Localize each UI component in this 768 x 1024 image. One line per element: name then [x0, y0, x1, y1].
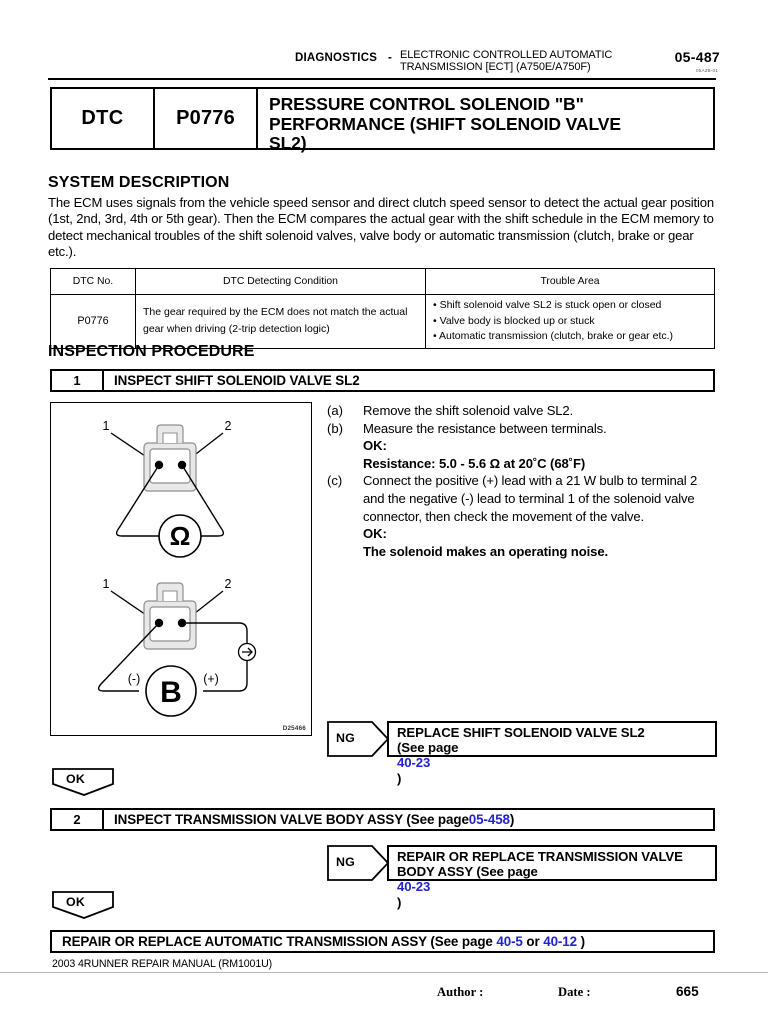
- ng-box-2-line1: REPAIR OR REPLACE TRANSMISSION VALVE: [397, 849, 683, 864]
- header-section-label: DIAGNOSTICS: [295, 52, 378, 64]
- dtc-title-cell: [258, 89, 713, 153]
- dtc-code-cell: [155, 89, 258, 148]
- inspection-procedure-heading: INSPECTION PROCEDURE: [48, 343, 255, 360]
- svg-text:2: 2: [224, 577, 232, 591]
- final-action-text: REPAIR OR REPLACE AUTOMATIC TRANSMISSION ASSY (See page 40-5 or 40-12 ): [62, 934, 585, 949]
- cell-trouble-area: [426, 295, 715, 349]
- page-header: [48, 48, 720, 78]
- procedure-steps: [327, 402, 719, 560]
- step-c-ok-label: OK:: [363, 526, 387, 542]
- ng-box-2: [387, 845, 717, 910]
- dtc-title-table: [50, 87, 715, 153]
- col-header-trouble-area: Trouble Area: [426, 269, 715, 295]
- header-subtitle-line1: ELECTRONIC CONTROLLED AUTOMATIC: [400, 49, 613, 61]
- svg-text:1: 1: [102, 577, 110, 591]
- dtc-detection-table: [50, 268, 715, 349]
- page-link[interactable]: 40-23: [397, 755, 431, 771]
- step-a-text: Remove the shift solenoid valve SL2.: [363, 403, 574, 418]
- header-subtitle-line2: TRANSMISSION [ECT] (A750E/A750F): [400, 60, 591, 73]
- col-header-condition: DTC Detecting Condition: [136, 269, 426, 295]
- trouble-area-item: • Shift solenoid valve SL2 is stuck open or closed: [433, 299, 662, 311]
- dtc-code: P0776: [176, 107, 235, 129]
- header-separator: -: [388, 52, 392, 64]
- figure-id: D25466: [282, 725, 306, 732]
- cell-dtc-no: P0776: [51, 295, 136, 349]
- ok-tag-1: [52, 768, 114, 796]
- page-link[interactable]: 40-23: [397, 879, 431, 895]
- procedure-step-c: [327, 472, 719, 525]
- step-2-label: INSPECT TRANSMISSION VALVE BODY ASSY (See page 05-458 ): [114, 812, 515, 827]
- ng-box-1: [387, 721, 717, 786]
- svg-text:(+): (+): [203, 672, 219, 686]
- footer-page-number: 665: [676, 984, 699, 999]
- ng-tag-2: [327, 845, 389, 881]
- dtc-label-cell: [52, 89, 155, 148]
- illustration-svg: [51, 403, 310, 734]
- step-a-marker: (a): [327, 403, 344, 418]
- dtc-label: DTC: [81, 107, 124, 129]
- table-header-row: [51, 269, 715, 295]
- step-1-label: INSPECT SHIFT SOLENOID VALVE SL2: [114, 373, 360, 388]
- step-b-spec: Resistance: 5.0 - 5.6 Ω at 20˚C (68˚F): [363, 455, 586, 471]
- system-description-heading: SYSTEM DESCRIPTION: [48, 174, 230, 191]
- ok-tag-1-label: OK: [66, 772, 85, 786]
- ng-box-1-line2: (See page 40-23 ): [397, 740, 715, 786]
- col-header-dtc-no: DTC No.: [51, 269, 136, 295]
- step-b-text: Measure the resistance between terminals.: [363, 420, 607, 436]
- svg-text:(-): (-): [127, 672, 141, 686]
- header-page-code: 05-487: [674, 49, 720, 65]
- footer-rule: [0, 972, 768, 973]
- svg-text:B: B: [160, 676, 182, 709]
- ng-box-1-line1: REPLACE SHIFT SOLENOID VALVE SL2: [397, 725, 645, 740]
- manual-footer: 2003 4RUNNER REPAIR MANUAL (RM1001U): [52, 958, 273, 970]
- date-label: Date :: [558, 985, 591, 999]
- step-2-number: 2: [52, 810, 104, 829]
- cell-condition: The gear required by the ECM does not match the actual gear when driving (2-trip detection logic): [136, 295, 426, 349]
- ng-result-1: [327, 721, 717, 786]
- ok-tag-2: [52, 891, 114, 919]
- step-1-bar: [50, 369, 715, 392]
- step-c-text: Connect the positive (+) lead with a 21 W bulb to terminal 2 and the negative (-) lead to terminal 1 of the solenoid valve connector, then check the movement of the valve.: [363, 473, 698, 524]
- page-footer: [0, 981, 768, 1007]
- step-b-ok-label: OK:: [363, 438, 387, 454]
- step-c-spec: The solenoid makes an operating noise.: [363, 543, 609, 559]
- ng-tag-1-label: NG: [336, 731, 355, 745]
- header-doc-code: 05A2B-01: [695, 68, 718, 73]
- svg-text:1: 1: [102, 419, 110, 433]
- header-rule: [48, 78, 716, 80]
- page-link[interactable]: 05-458: [468, 812, 510, 827]
- step-1-number: 1: [52, 371, 104, 390]
- header-subtitle: [400, 50, 660, 73]
- svg-text:Ω: Ω: [169, 521, 191, 551]
- step-b-marker: (b): [327, 420, 344, 436]
- ng-box-2-line2: BODY ASSY (See page 40-23 ): [397, 864, 715, 910]
- table-row: [51, 295, 715, 349]
- author-label: Author :: [437, 985, 484, 999]
- dtc-title-line3: SL2): [269, 133, 307, 153]
- ng-tag-1: [327, 721, 389, 757]
- final-action-box: [50, 930, 715, 953]
- ng-result-2: [327, 845, 717, 910]
- svg-text:2: 2: [224, 419, 232, 433]
- dtc-title-line2: PERFORMANCE (SHIFT SOLENOID VALVE: [269, 113, 621, 134]
- procedure-step-b: [327, 420, 719, 438]
- trouble-area-item: • Valve body is blocked up or stuck: [433, 314, 595, 327]
- trouble-area-item: • Automatic transmission (clutch, brake or gear etc.): [433, 330, 674, 342]
- step-c-marker: (c): [327, 473, 343, 489]
- procedure-step-a: [327, 402, 719, 420]
- step-2-bar: [50, 808, 715, 831]
- inspection-illustration: [50, 402, 312, 736]
- dtc-title-line1: PRESSURE CONTROL SOLENOID "B": [269, 94, 584, 114]
- ng-tag-2-label: NG: [336, 855, 355, 869]
- ok-tag-2-label: OK: [66, 895, 85, 909]
- system-description-body: The ECM uses signals from the vehicle speed sensor and direct clutch speed sensor to detect the actual gear position (1st, 2nd, 3rd, 4th or 5th gear). Then the ECM compares the actual gear with the shift schedule in the ECM memory to detect mechanical troubles of the shift solenoid valves, valve body or automatic transmission (clutch, brake or gear etc.).: [48, 195, 715, 260]
- page-link[interactable]: 40-12: [543, 934, 577, 949]
- page-link[interactable]: 40-5: [496, 934, 523, 949]
